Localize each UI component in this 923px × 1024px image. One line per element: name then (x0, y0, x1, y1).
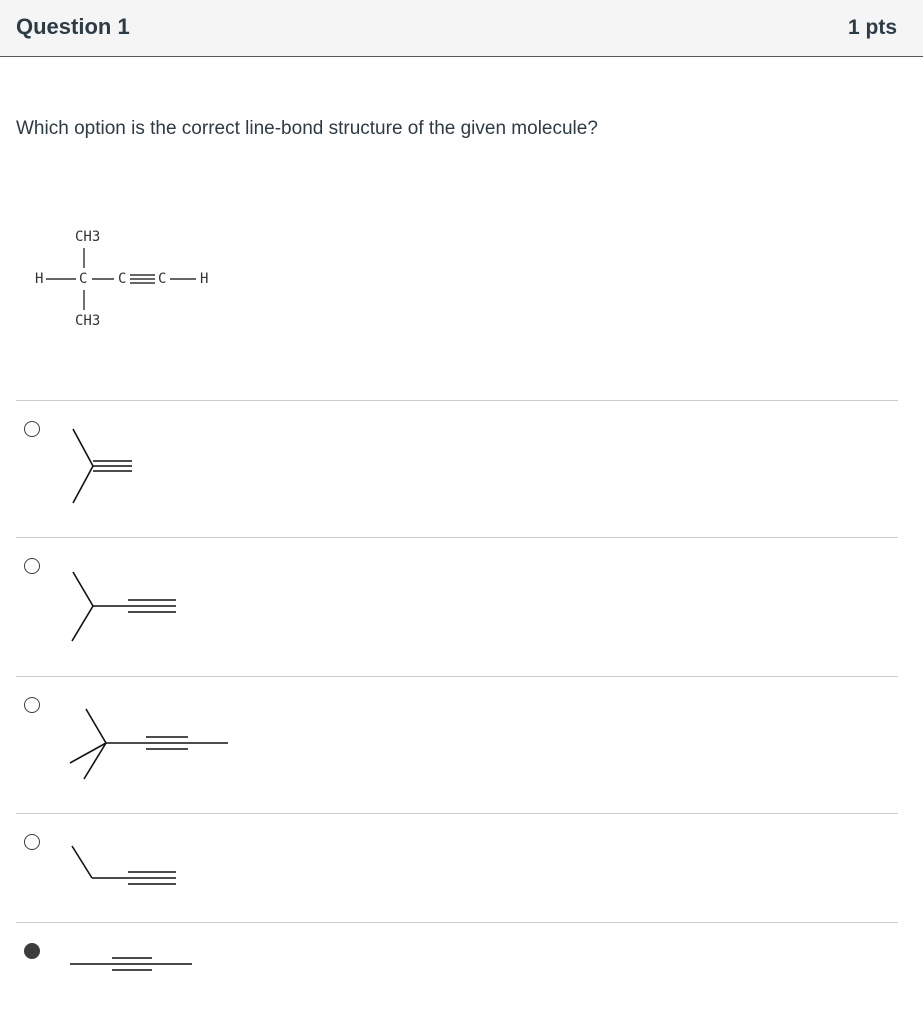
line-bond-structure-b-icon (66, 566, 206, 676)
answer-option-e[interactable] (16, 922, 898, 1002)
answer-option-b[interactable] (16, 537, 898, 676)
answer-option-c[interactable] (16, 676, 898, 813)
answer-d-radio[interactable] (24, 834, 40, 850)
molecule-left-h: H (35, 271, 44, 287)
answer-c-radio[interactable] (24, 697, 40, 713)
answer-a-radio[interactable] (24, 421, 40, 437)
molecule-right-h: H (200, 271, 209, 287)
question-header (0, 0, 923, 57)
molecule-c3: C (158, 271, 167, 287)
molecule-bonds (30, 222, 230, 342)
line-bond-structure-c-icon (66, 705, 246, 815)
question-title: Question 1 (16, 14, 130, 39)
answer-e-radio[interactable] (24, 943, 40, 959)
answer-option-a[interactable] (16, 400, 898, 537)
molecule-c1: C (79, 271, 88, 287)
question-text: Which option is the correct line-bond structure of the given molecule? (16, 118, 598, 139)
given-molecule-structure (30, 222, 230, 342)
answer-b-radio[interactable] (24, 558, 40, 574)
molecule-bottom-ch3: CH3 (75, 313, 101, 329)
molecule-c2: C (118, 271, 127, 287)
line-bond-structure-e-icon (66, 941, 226, 991)
line-bond-structure-d-icon (66, 842, 206, 932)
line-bond-structure-a-icon (66, 423, 186, 533)
answer-list (16, 400, 898, 1002)
answer-option-d[interactable] (16, 813, 898, 922)
molecule-top-ch3: CH3 (75, 229, 101, 245)
question-points: 1 pts (847, 16, 897, 39)
